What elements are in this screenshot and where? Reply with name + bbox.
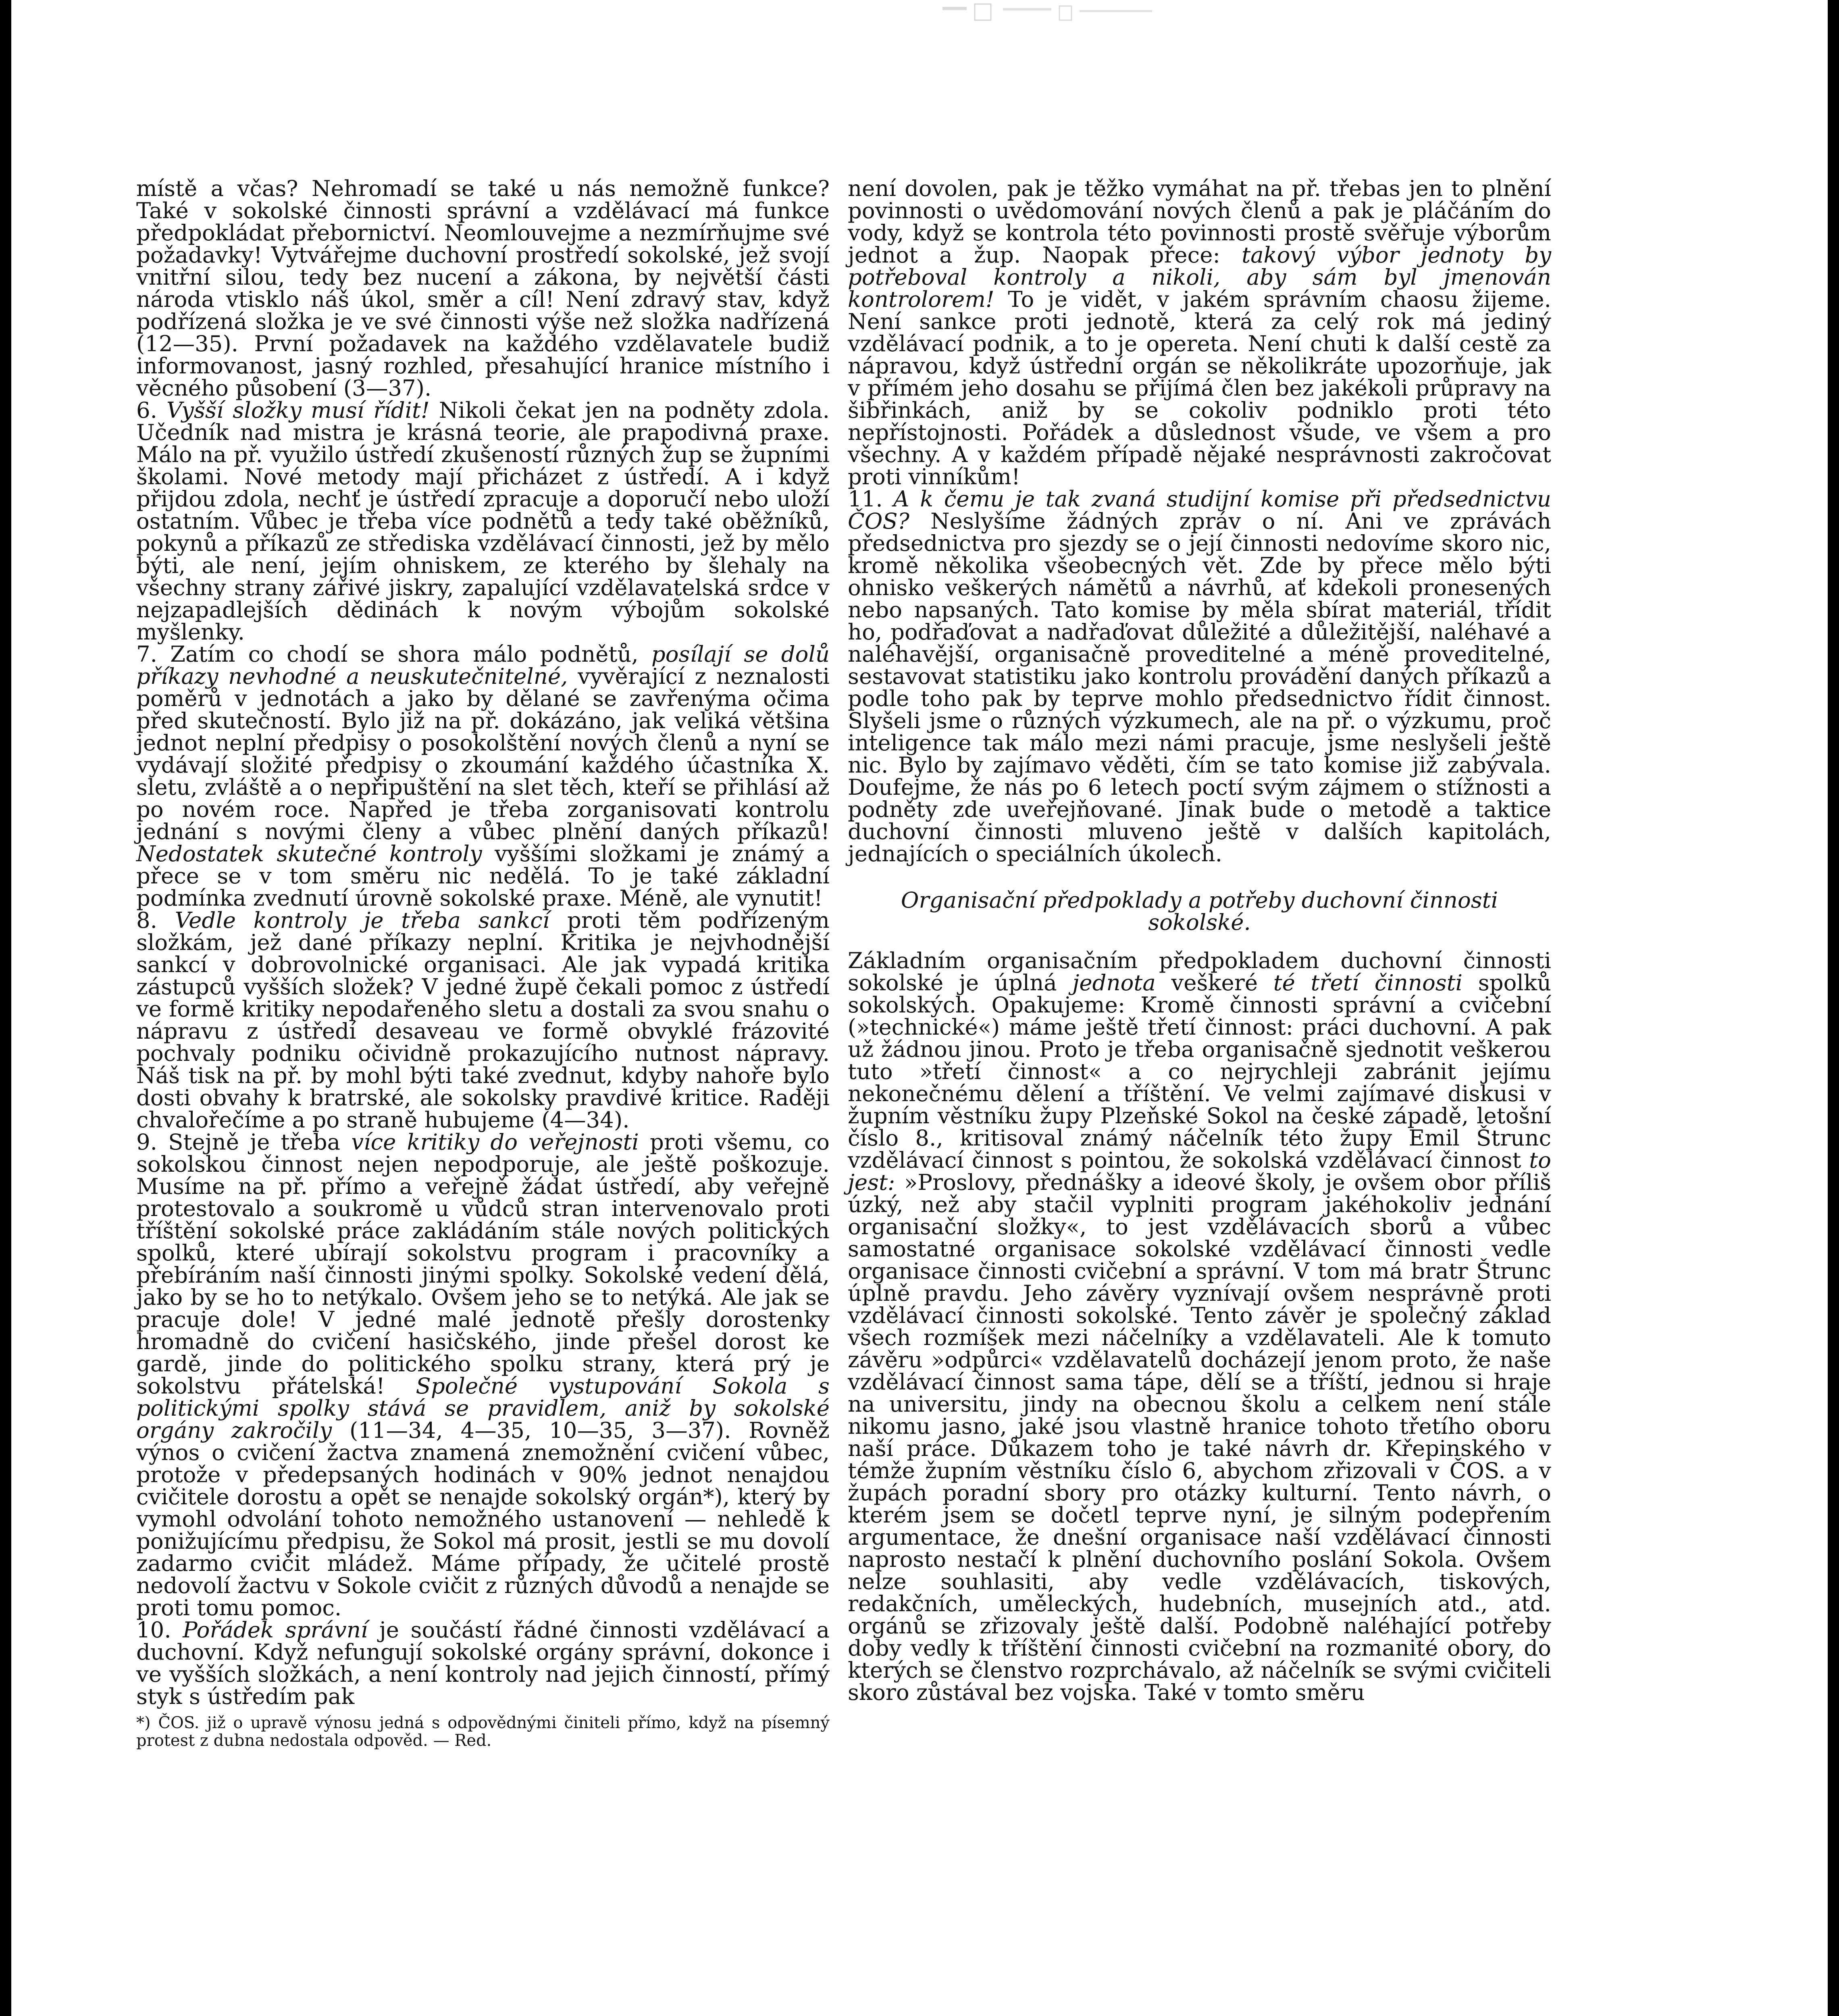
paragraph-number: 11. [848,486,894,512]
emphasis-text: Společné vystupování Sokola s politickými spolky stává se pravidlem, aniž by sokolské orgány zakročily [136,1373,830,1443]
paragraph-text: proti těm podřízeným složkám, jež dané příkazy neplní. Kritika je nejvhodnější sankcí v dobrovolnické organisaci. Ale jak vypadá kritika zástupců vyšších složek? V jedné župě čekali pomoc z ústředí ve formě kritiky nepodařeného sletu a dostali za svou snahu o nápravu z ústředí desaveau ve formě obvyklé frázovité pochvaly podniku očividně prokazujícího nutnost nápravy. Náš tisk na př. by mohl býti také zvednut, kdyby nahoře bylo dosti obvahy k bratrské, ale sokolsky pravdivé kritice. Raději chvalořečíme a po straně hubujeme (4—34). [136,907,830,1133]
paragraph-text: je součástí řádné činnosti vzdělávací a duchovní. Když nefungují sokolské orgány správní, dokonce i ve vyšších složkách, a není kontroly nad jejich činností, přímý styk s ústředím pak [136,1617,830,1709]
paragraph-text: vyššími složkami je známý a přece se v tom směru nic nedělá. To je také základní podmínka zvednutí úrovně sokolské praxe. Méně, ale vynutit! [136,841,830,911]
emphasis-text: A k čemu je tak zvaná studijní komise při předsednictvu ČOS? [848,486,1552,534]
paragraph [136,643,830,909]
paragraph-number: 6. [136,397,166,423]
right-text-column [848,177,1551,1704]
left-text-column [136,177,830,1749]
paragraph-text: místě a včas? Nehromadí se také u nás nemožně funkce? Také v sokolské činnosti správní a vzdělávací má funkce předpokládat přebornictví. Neomlouvejme a nezmírňujme své požadavky! Vytvářejme duchovní prostředí sokolské, jež svojí vnitřní silou, tedy bez nucení a zákona, by největší části národa vtisklo náš úkol, směr a cíl! Není zdravý stav, když podřízená složka je ve své činnosti výše než složka nadřízená (12—35). První požadavek na každého vzdělavatele budiž informovanost, jasný rozhled, přesahující hranice místního i věcného působení (3—37). [136,175,830,401]
paragraph-text: není dovolen, pak je těžko vymáhat na př. třebas jen to plnění povinnosti o uvědomování nových členů a pak je pláčáním do vody, když se kontrola této povinnosti prostě svěřuje výborům jednot a žup. Naopak přece: [848,175,1551,268]
footnote: *) ČOS. již o upravě výnosu jedná s odpovědnými činiteli přímo, když na písemný protest z dubna nedostala odpověd. — Red. [136,1714,830,1750]
paragraph-text: To je vidět, v jakém správním chaosu žijeme. Není sankce proti jednotě, která za celý rok má jediný vzdělávací podnik, a to je opereta. Není chuti k další cestě za nápravou, když ústřední orgán se několikráte upozorňuje, jak v přímém jeho dosahu se přijímá člen bez jakékoli průpravy na šibřinkách, aniž by se cokoliv podniklo proti této nepřístojnosti. Pořádek a důslednost všude, ve všem a pro všechny. A v každém případě nějaké nesprávnosti zakročovat proti vinníkům! [848,286,1551,489]
paragraph [136,399,830,643]
paragraph-text: Nikoli čekat jen na podněty zdola. Učedník nad mistra je krásná teorie, ale prapodivná praxe. Málo na př. využilo ústředí zkušeností různých žup se župními školami. Nové metody mají přicházet z ústředí. A i když přijdou zdola, nechť je ústředí zpracuje a doporučí nebo uloží ostatním. Vůbec je třeba více podnětů a tedy také oběžníků, pokynů a příkazů ze střediska vzdělávací činnosti, jež by mělo býti, ale není, jejím ohniskem, ze kterého by šlehaly na všechny strany zářivé jiskry, zapalující vzdělavatelská srdce v nejzapadlejších dědinách k novým výbojům sokolské myšlenky. [136,397,830,645]
paragraph-text: Neslyšíme žádných zpráv o ní. Ani ve zprávách předsednictva pro sjezdy se o její činnosti nedovíme skoro nic, kromě několika všeobecných vět. Zde by přece mělo býti ohnisko veškerých námětů a návrhů, ať kdekoli pronesených nebo napsaných. Tato komise by měla sbírat materiál, třídit ho, podřaďovat a nadřaďovat důležité a důležitější, naléhavé a naléhavější, organisačně proveditelné a méně proveditelné, sestavovat statistiku jako kontrolu provádění daných příkazů a podle toho pak by teprve mohlo předsednictvo řídit činnost. Slyšeli jsme o různých výzkumech, ale na př. o výzkumu, proč inteligence tak málo mezi námi pracuje, jsme neslyšeli ještě nic. Bylo by zajímavo věděti, čím se tato komise již zabývala. Doufejme, že nás po 6 letech poctí svým zájmem o stížnosti a podněty zde uveřejňované. Jinak bude o metodě a taktice duchovní činnosti mluveno ještě v dalších kapitolách, jednajících o speciálních úkolech. [848,508,1551,866]
document-page [11,0,1828,2016]
emphasis-text: takový výbor jednoty by potřeboval kontroly a nikoli, aby sám byl jmenován kontrolorem! [848,242,1551,312]
emphasis-text: Pořádek správní [183,1617,368,1643]
emphasis-text: Vedle kontroly je třeba sankcí [175,907,550,933]
paragraph-number: 8. [136,907,175,933]
emphasis-text: více kritiky do veřejnosti [351,1129,639,1155]
emphasis-text: to jest: [848,1147,1551,1195]
emphasis-text: posílají se dolů příkazy nevhodné a neuskutečnitelné, [136,641,830,689]
paragraph [136,909,830,1131]
paragraph-number: 10. [136,1617,183,1643]
paragraph-text: spolků sokolských. Opakujeme: Kromě činnosti správní a cvičební (»technické«) máme ještě třetí činnost: práci duchovní. A pak už žádnou jinou. Proto je třeba organisačně sjednotit veškerou tuto »třetí činnost« a co nejrychleji zabránit jejímu nekonečnému dělení a tříštění. Ve velmi zajímavé diskusi v župním věstníku župy Plzeňské Sokol na české západě, letošní číslo 8., kritisoval známý náčelník této župy Emil Štrunc vzdělávací činnost s pointou, že sokolská vzdělávací činnost [848,970,1551,1173]
paragraph-text: proti všemu, co sokolskou činnost nejen nepodporuje, ale ještě poškozuje. Musíme na př. přímo a veřejně žádat ústředí, aby veřejně protestovalo a soukromě u vůdců stran intervenovalo proti tříštění sokolské práce zakládáním stále nových politických spolků, které ubírají sokolstvu program i pracovníky a přebíráním naší činnosti jinými spolky. Sokolské vedení dělá, jako by se ho to netýkalo. Ovšem jeho se to netýká. Ale jak se pracuje dole! V jedné malé jednotě přešly dorostenky hromadně do cvičení hasičského, jinde přešel dorost ke gardě, jinde do politického spolku strany, která prý je sokolstvu přátelská! [136,1129,830,1399]
emphasis-text: Nedostatek skutečné kontroly [136,841,482,866]
paragraph [848,950,1551,1704]
paragraph-text: »Proslovy, přednášky a ideové školy, je ovšem obor příliš úzký, než aby stačil vyplniti program jakéhokoliv jednání organisační složky«, to jest vzdělávacích sborů a vůbec samostatné organisace sokolské vzdělávací činnosti vedle organisace činnosti cvičební a správní. V tom má bratr Štrunc úplně pravdu. Jeho závěry vyznívají ovšem nesprávně proti vzdělávací činnosti sokolské. Tento závěr je společný základ všech rozmíšek mezi náčelníky a vzdělavateli. Ale k tomuto závěru »odpůrci« vzdělavatelů docházejí jenom proto, že naše vzdělávací činnost sama tápe, dělí se a tříští, jednou si hraje na universitu, jindy na obecnou školu a celkem není stále nikomu jasno, jaké jsou vlastně hranice tohoto třetího oboru naší práce. Důkazem toho je také návrh dr. Křepinského v témže župním věstníku číslo 6, abychom zřizovali v ČOS. a v župách poradní sbory pro otázky kulturní. Tento návrh, o kterém jsem se dočetl teprve nyní, je silným podepřením argumentace, že dnešní organisace naší vzdělávací činnosti naprosto nestačí k plnění duchovního poslání Sokola. Ovšem nelze souhlasiti, aby vedle vzdělávacích, tiskových, redakčních, uměleckých, hudebních, musejních atd., atd. orgánů se zřizovaly ještě další. Podobně naléhající potřeby doby vedly k tříštění činnosti cvičební na rozmanité obory, do kterých se členstvo rozprchávalo, až náčelník se svými cvičiteli skoro zůstával bez vojska. Také v tomto směru [848,1169,1551,1705]
paragraph-text: 9. Stejně je třeba [136,1129,352,1155]
paragraph-text: (11—34, 4—35, 10—35, 3—37). Rovněž výnos o cvičení žactva znamená znemožnění cvičení vůbec, protože v předepsaných hodinách v 90% jednot nenajdou cvičitele dorostu a opět se nenajde sokolský orgán*), který by vymohl odvolání tohoto nemožného ustanovení — nehledě k ponižujícímu předpisu, že Sokol má prosit, jestli se mu dovolí zadarmo cvičit mládež. Máme případy, že učitelé prostě nedovolí žactvu v Sokole cvičit z různých důvodů a nenajde se proti tomu pomoc. [136,1417,830,1620]
emphasis-text: jednota [1072,970,1156,996]
paragraph [136,1619,830,1708]
emphasis-text: Vyšší složky musí řídit! [166,397,430,423]
paragraph-text: 7. Zatím co chodí se shora málo podnětů, [136,641,651,667]
paragraph [136,177,830,399]
paragraph-text: vyvěrající z neznalosti poměrů v jednotách a jako by dělané se zavřenýma očima před skutečností. Bylo již na př. dokázáno, jak veliká většina jednot neplní předpisy o posokolštění nových členů a nyní se vydávají složité předpisy o zkoumání každého účastníka X. sletu, zvláště a o nepřipuštění na slet těch, kteří se přihlásí až po novém roce. Napřed je třeba zorganisovati kontrolu jednání s novými členy a vůbec plnění daných příkazů! [136,663,830,844]
paragraph [136,1131,830,1619]
paragraph-text: veškeré [1155,970,1273,996]
scan-smudge-mark [938,2,1164,26]
emphasis-text: té třetí činnosti [1273,970,1463,996]
paragraph-text: Základním organisačním předpokladem duchovní činnosti sokolské je úplná [848,948,1551,996]
section-heading: Organisační předpoklady a potřeby duchovní činnosti sokolské. [901,887,1498,935]
paragraph [848,488,1551,865]
paragraph [848,177,1551,488]
